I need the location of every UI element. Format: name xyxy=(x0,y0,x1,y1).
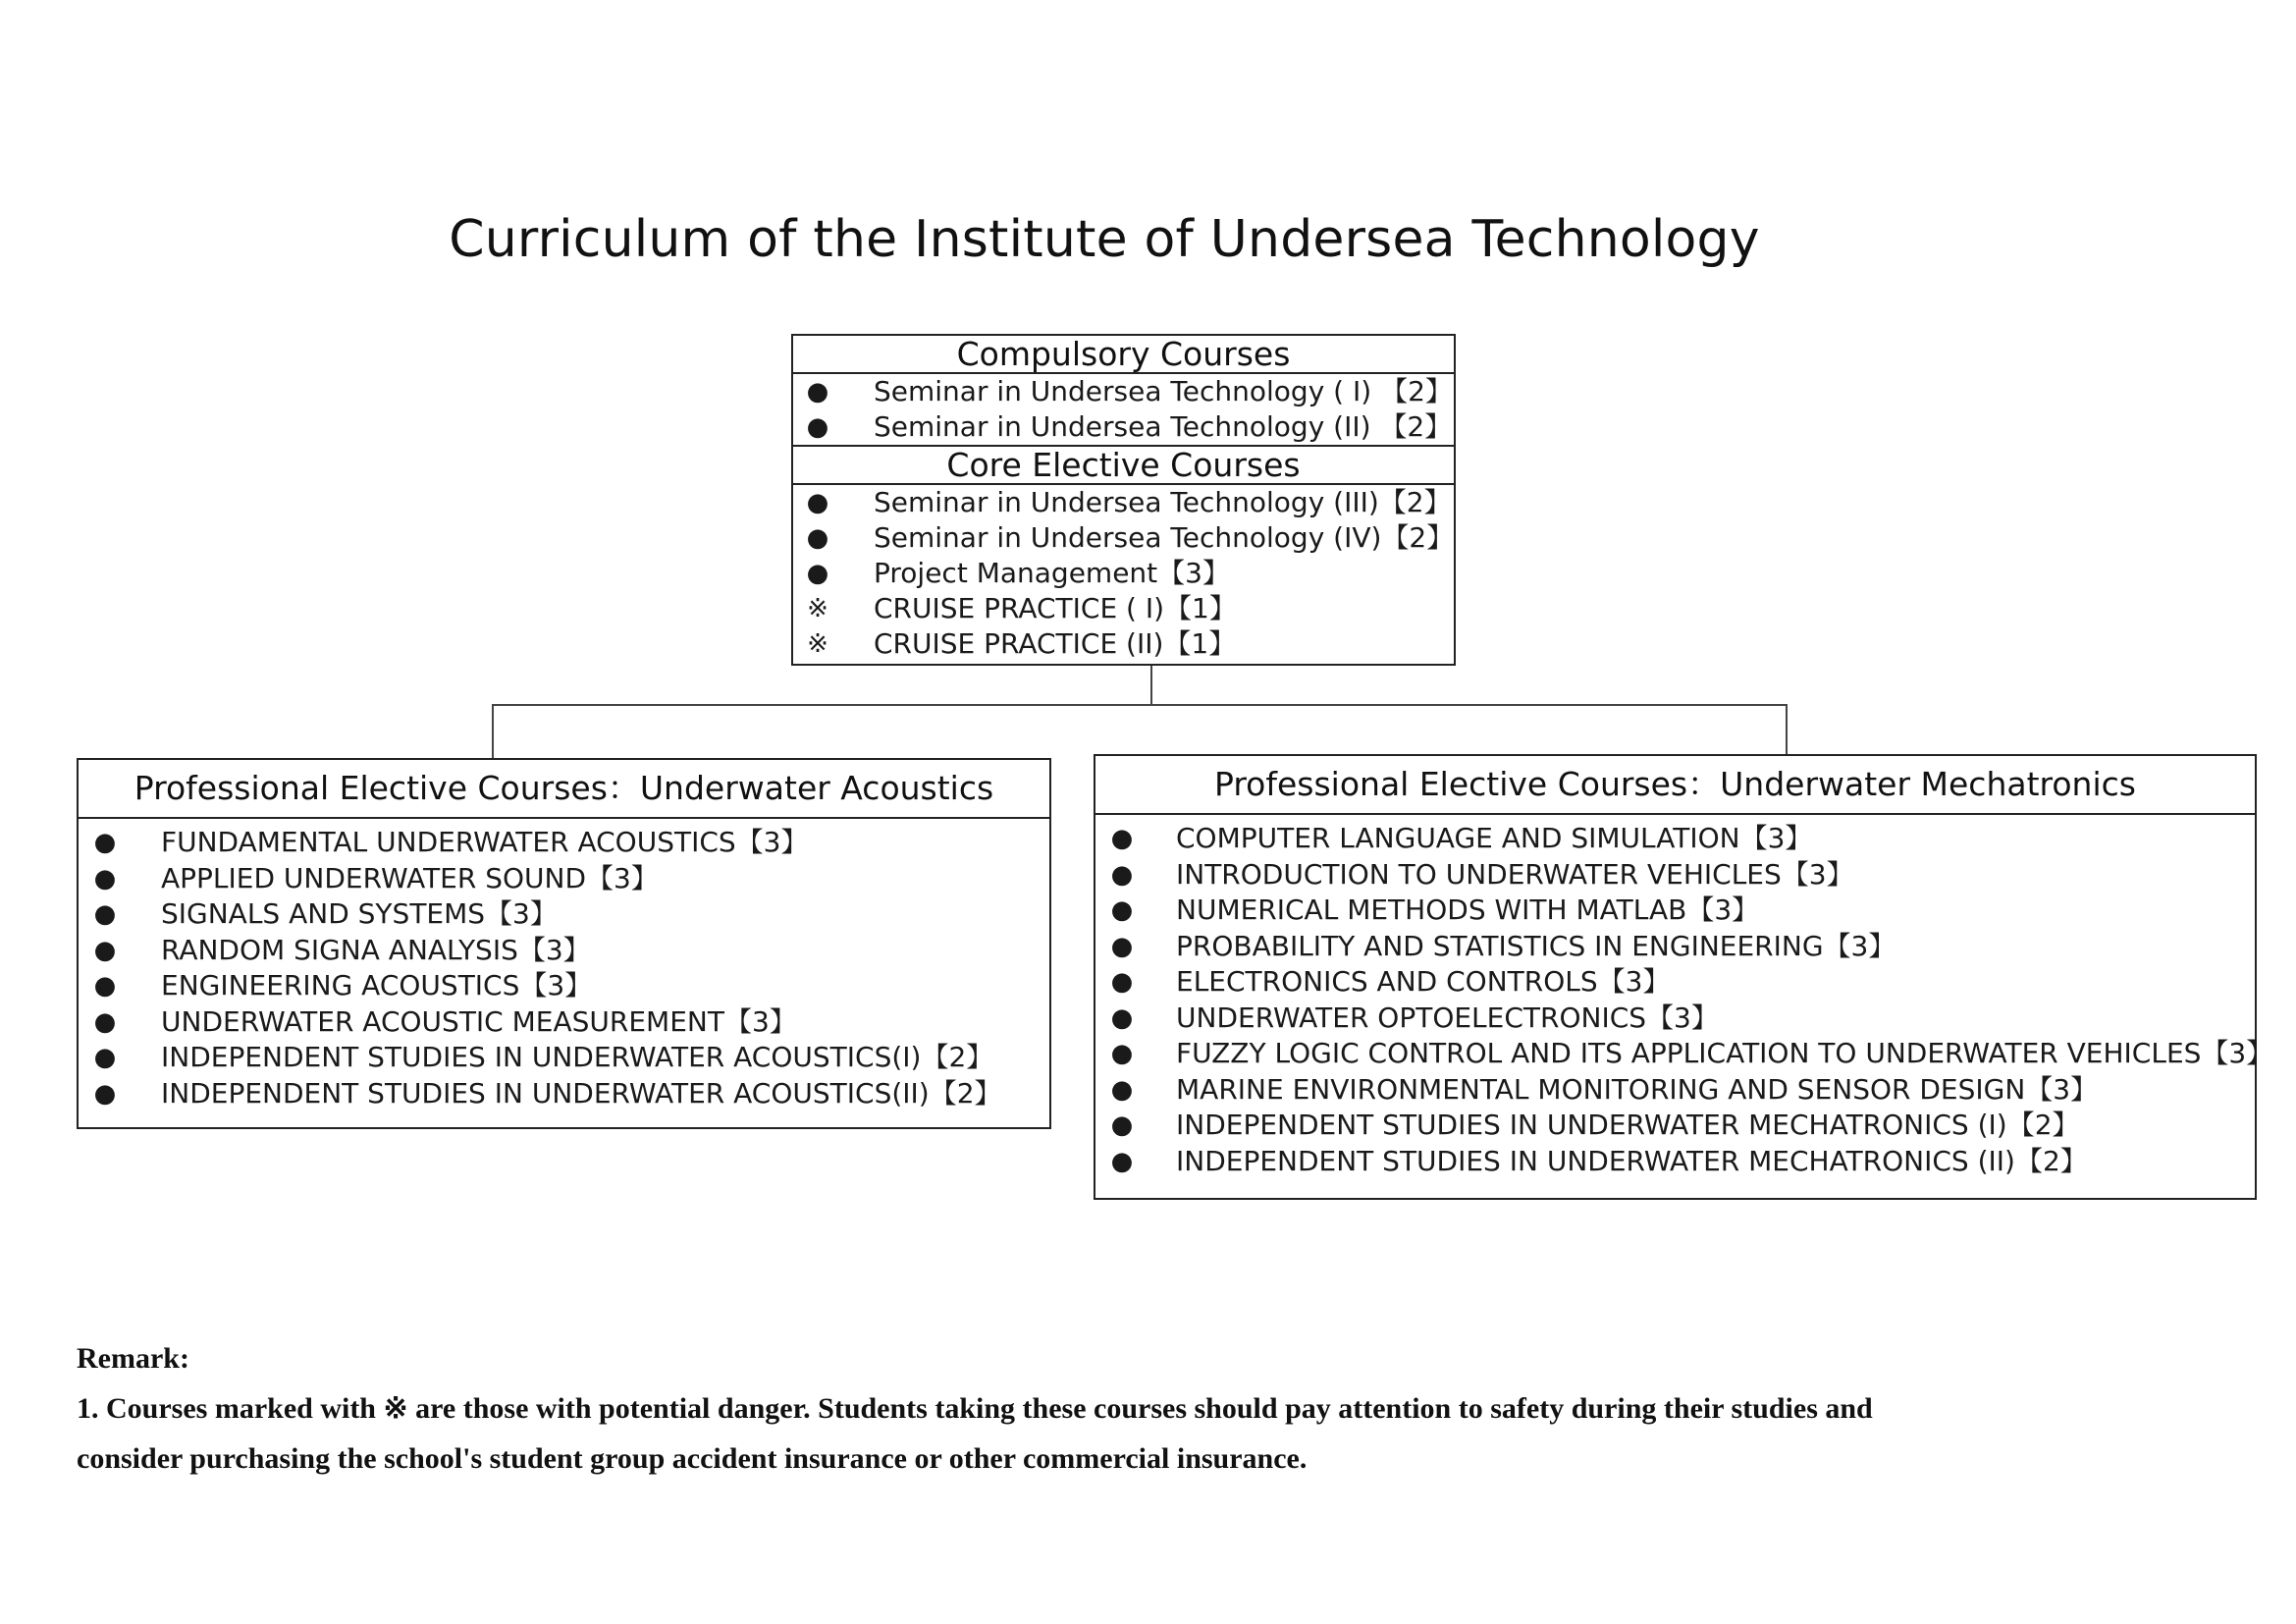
compulsory-heading: Compulsory Courses xyxy=(793,336,1454,374)
list-item xyxy=(79,1004,1049,1041)
course-label: FUZZY LOGIC CONTROL AND ITS APPLICATION TO UNDERWATER VEHICLES【3】 xyxy=(1176,1037,2274,1069)
list-item xyxy=(793,520,1454,556)
bullet-icon: ● xyxy=(1110,1074,1134,1105)
course-label: INTRODUCTION TO UNDERWATER VEHICLES【3】 xyxy=(1176,857,1854,891)
course-label: MARINE ENVIRONMENTAL MONITORING AND SENSOR DESIGN【3】 xyxy=(1176,1072,2099,1106)
page-title: Curriculum of the Institute of Undersea Technology xyxy=(449,210,1760,269)
course-label: FUNDAMENTAL UNDERWATER ACOUSTICS【3】 xyxy=(161,826,809,858)
course-label: APPLIED UNDERWATER SOUND【3】 xyxy=(161,861,659,894)
compulsory-list xyxy=(793,374,1454,445)
list-item xyxy=(1095,1108,2255,1144)
list-item xyxy=(793,626,1454,662)
list-item xyxy=(793,485,1454,520)
list-item xyxy=(1095,1036,2274,1072)
list-item xyxy=(1095,857,2255,893)
course-label: RANDOM SIGNA ANALYSIS【3】 xyxy=(161,933,591,966)
course-label: UNDERWATER OPTOELECTRONICS【3】 xyxy=(1176,1001,1719,1034)
list-item xyxy=(79,1040,1049,1076)
connector-left-drop xyxy=(492,704,494,759)
course-label: Seminar in Undersea Technology (III)【2】 xyxy=(874,486,1452,518)
course-label: Seminar in Undersea Technology (II) 【2】 xyxy=(874,410,1453,443)
bullet-icon: ● xyxy=(93,971,117,1001)
core-elective-heading: Core Elective Courses xyxy=(793,445,1454,485)
list-item xyxy=(79,861,1049,897)
course-label: Seminar in Undersea Technology (IV)【2】 xyxy=(874,521,1455,554)
compulsory-core-box xyxy=(791,334,1456,666)
list-item xyxy=(79,1076,1049,1112)
course-label: UNDERWATER ACOUSTIC MEASUREMENT【3】 xyxy=(161,1004,797,1038)
bullet-icon: ● xyxy=(93,828,117,857)
bullet-icon: ● xyxy=(1110,895,1134,925)
bullet-icon: ● xyxy=(1110,1002,1134,1033)
list-item xyxy=(1095,929,2255,965)
bullet-icon: ● xyxy=(1110,824,1134,853)
list-item xyxy=(1095,821,2255,857)
remark-label: Remark: xyxy=(77,1342,189,1375)
course-label: Project Management【3】 xyxy=(874,557,1230,589)
course-label: ELECTRONICS AND CONTROLS【3】 xyxy=(1176,965,1671,998)
hazard-mark-icon: ※ xyxy=(807,629,828,659)
course-label: NUMERICAL METHODS WITH MATLAB【3】 xyxy=(1176,893,1760,926)
bullet-icon: ● xyxy=(1110,1110,1134,1140)
course-label: COMPUTER LANGUAGE AND SIMULATION【3】 xyxy=(1176,822,1813,854)
course-label: INDEPENDENT STUDIES IN UNDERWATER ACOUSTICS(I)【2】 xyxy=(161,1041,994,1073)
mechatronics-list xyxy=(1095,815,2274,1179)
list-item xyxy=(1095,1072,2255,1109)
bullet-icon: ● xyxy=(806,412,829,442)
acoustics-list xyxy=(79,819,1049,1111)
bullet-icon: ● xyxy=(93,1006,117,1037)
list-item xyxy=(79,896,1049,933)
bullet-icon: ● xyxy=(1110,1146,1134,1176)
list-item xyxy=(793,374,1454,409)
list-item xyxy=(79,968,1049,1004)
list-item xyxy=(793,409,1454,445)
course-label: INDEPENDENT STUDIES IN UNDERWATER MECHATRONICS (I)【2】 xyxy=(1176,1109,2080,1141)
list-item xyxy=(1095,964,2255,1001)
bullet-icon: ● xyxy=(93,1078,117,1109)
list-item xyxy=(79,933,1049,969)
remark-section xyxy=(77,1333,2197,1484)
acoustics-heading: Professional Elective Courses：Underwater Acoustics xyxy=(79,760,1049,819)
mechatronics-box xyxy=(1094,754,2274,1200)
bullet-icon: ● xyxy=(93,899,117,929)
list-item xyxy=(1095,1001,2255,1037)
bullet-icon: ● xyxy=(1110,859,1134,890)
bullet-icon: ● xyxy=(806,559,829,588)
bullet-icon: ● xyxy=(806,488,829,517)
course-label: CRUISE PRACTICE (II)【1】 xyxy=(874,627,1237,660)
bullet-icon: ● xyxy=(93,863,117,893)
core-elective-list xyxy=(793,485,1454,662)
course-label: Seminar in Undersea Technology ( I) 【2】 xyxy=(874,375,1453,407)
connector-horizontal xyxy=(492,704,1788,706)
list-item xyxy=(793,556,1454,591)
list-item xyxy=(1095,893,2255,929)
remark-line-2: consider purchasing the school's student group accident insurance or other commercial insurance. xyxy=(77,1442,1308,1475)
remark-line-1: 1. Courses marked with ※ are those with potential danger. Students taking these courses should pay attention to safety during their studies and xyxy=(77,1392,1873,1425)
course-label: SIGNALS AND SYSTEMS【3】 xyxy=(161,897,558,930)
bullet-icon: ● xyxy=(93,1043,117,1072)
course-label: INDEPENDENT STUDIES IN UNDERWATER MECHATRONICS (II)【2】 xyxy=(1176,1144,2088,1177)
course-label: ENGINEERING ACOUSTICS【3】 xyxy=(161,969,593,1001)
course-label: CRUISE PRACTICE ( I)【1】 xyxy=(874,592,1237,624)
list-item xyxy=(79,825,1049,861)
connector-stem xyxy=(1150,666,1152,706)
bullet-icon: ● xyxy=(1110,967,1134,997)
mechatronics-heading: Professional Elective Courses：Underwater Mechatronics xyxy=(1095,756,2255,815)
acoustics-box xyxy=(77,758,1051,1129)
bullet-icon: ● xyxy=(1110,1039,1134,1068)
hazard-mark-icon: ※ xyxy=(807,594,828,623)
list-item xyxy=(793,591,1454,626)
course-label: INDEPENDENT STUDIES IN UNDERWATER ACOUSTICS(II)【2】 xyxy=(161,1076,1002,1110)
bullet-icon: ● xyxy=(806,377,829,406)
bullet-icon: ● xyxy=(806,523,829,553)
bullet-icon: ● xyxy=(93,935,117,965)
list-item xyxy=(1095,1144,2255,1180)
course-label: PROBABILITY AND STATISTICS IN ENGINEERING【3】 xyxy=(1176,929,1896,962)
bullet-icon: ● xyxy=(1110,931,1134,961)
connector-right-drop xyxy=(1786,704,1788,755)
